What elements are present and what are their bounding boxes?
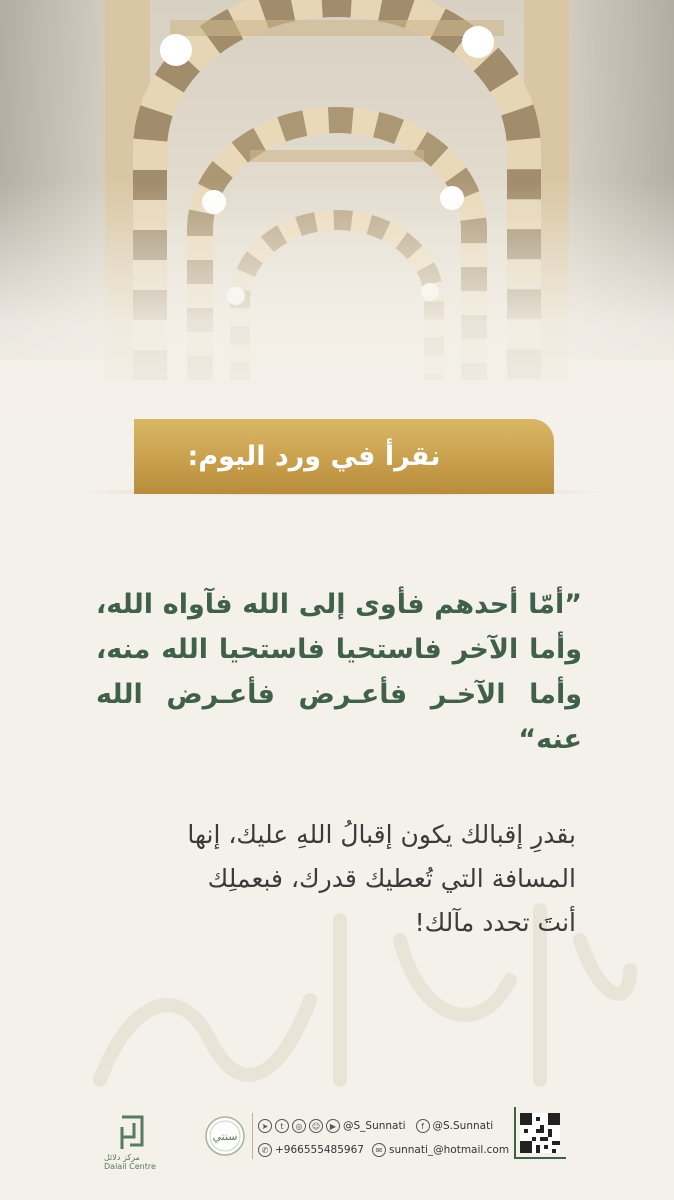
- dalail-name: [104, 1153, 156, 1171]
- email-icon[interactable]: ✉: [372, 1143, 386, 1157]
- contact-row: [258, 1143, 509, 1157]
- footer-divider: [252, 1113, 253, 1159]
- reflection-line: المسافة التي تُعطيك قدرك، فبعملِك: [207, 864, 576, 893]
- dalail-name-en: Dalail Centre: [104, 1162, 156, 1171]
- title-banner: [134, 419, 554, 494]
- footer: [0, 1105, 674, 1185]
- facebook-handle[interactable]: @S.Sunnati: [432, 1120, 494, 1132]
- hero-fade-overlay: [0, 180, 674, 420]
- dalail-logo: [100, 1113, 148, 1153]
- social-handle[interactable]: @S_Sunnati: [343, 1120, 406, 1132]
- telegram-icon[interactable]: ➤: [258, 1119, 272, 1133]
- whatsapp-number[interactable]: +966555485967: [275, 1144, 364, 1156]
- email-address[interactable]: sunnati_@hotmail.com: [388, 1144, 510, 1156]
- reflection-line: بقدرِ إقبالك يكون إقبالُ اللهِ عليك، إنها: [187, 820, 576, 849]
- social-row: [258, 1119, 493, 1133]
- twitter-icon[interactable]: t: [275, 1119, 289, 1133]
- youtube-icon[interactable]: ▶: [326, 1119, 340, 1133]
- page-title: نقرأ في ورد اليوم:: [187, 441, 441, 472]
- reflection-line: أنتَ تحدد مآلك!: [414, 908, 576, 937]
- qr-code-icon[interactable]: [520, 1113, 560, 1153]
- reflection-text: [96, 813, 576, 945]
- snapchat-icon[interactable]: ☺: [309, 1119, 323, 1133]
- instagram-icon[interactable]: ◎: [292, 1119, 306, 1133]
- facebook-icon[interactable]: f: [416, 1119, 430, 1133]
- sunnati-logo-text: سنتي: [212, 1130, 238, 1143]
- hero-arches-image: [0, 0, 674, 420]
- hadith-quote: ”أمّا أحدهم فأوى إلى الله فآواه الله، وأما الآخر فاستحيا فاستحيا الله منه، وأما الآخـر فأعـرض فأعـرض الله عنه“: [96, 589, 582, 755]
- whatsapp-icon[interactable]: ✆: [258, 1143, 272, 1157]
- sunnati-logo: [204, 1115, 246, 1157]
- dalail-name-ar: مركز دلائل: [104, 1153, 140, 1162]
